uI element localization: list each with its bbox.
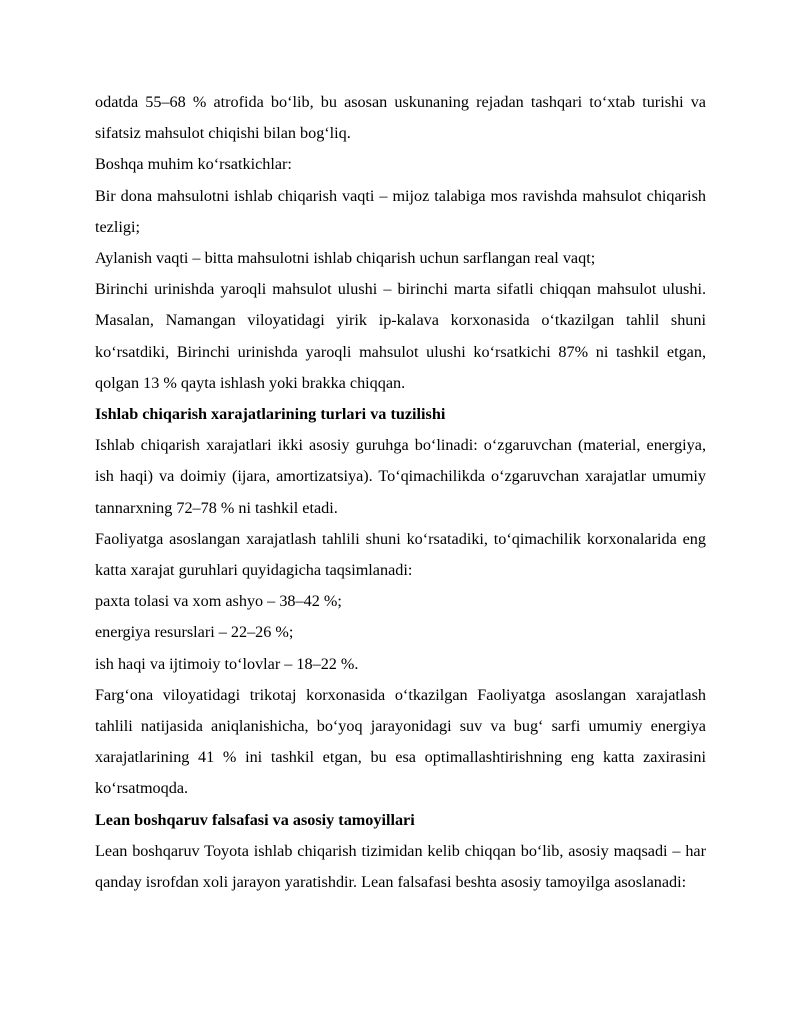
list-item-energy: energiya resurslari – 22–26 %; [95, 623, 294, 642]
paragraph-other-indicators: Boshqa muhim ko‘rsatkichlar: [95, 155, 292, 174]
paragraph-takt-time: Bir dona mahsulotni ishlab chiqarish vaqti – mijoz talabiga mos ravishda mahsulot chiqarish tezligi; [95, 186, 706, 236]
paragraph-abc-analysis: Faoliyatga asoslangan xarajatlash tahlili shuni ko‘rsatadiki, to‘qimachilik korxonalarida eng katta xarajat guruhlari quyidagicha taqsimlanadi: [95, 529, 706, 580]
list-item-cotton: paxta tolasi va xom ashyo – 38–42 %; [95, 592, 342, 611]
paragraph-oee-continuation: odatda 55–68 % atrofida bo‘lib, bu asosan uskunaning rejadan tashqari to‘xtab turishi va sifatsiz mahsulot chiqishi bilan bog‘liq. [95, 93, 706, 143]
paragraph-first-pass-yield: Birinchi urinishda yaroqli mahsulot ulushi – birinchi marta sifatli chiqqan mahsulot ulushi. Masalan, Namangan viloyatidagi yirik ip-kalava korxonasida o‘tkazilgan tahlil shuni ko‘rsatdiki, Birinchi urinishda yaroqli mahsulot ulushi ko‘rsatkichi 87% ni tashkil etgan, qolgan 13 % qayta ishlash yoki brakka chiqqan. [95, 280, 706, 392]
list-item-wages: ish haqi va ijtimoiy to‘lovlar – 18–22 %. [95, 654, 359, 673]
heading-lean-philosophy: Lean boshqaruv falsafasi va asosiy tamoyillari [95, 810, 415, 829]
paragraph-cost-groups: Ishlab chiqarish xarajatlari ikki asosiy guruhga bo‘linadi: o‘zgaruvchan (material, energiya, ish haqi) va doimiy (ijara, amortizatsiya). To‘qimachilikda o‘zgaruvchan xarajatlar umumiy tannarxning 72–78 % ni tashkil etadi. [95, 436, 706, 517]
document-page [95, 87, 706, 898]
paragraph-cycle-time: Aylanish vaqti – bitta mahsulotni ishlab chiqarish uchun sarflangan real vaqt; [95, 249, 596, 268]
heading-cost-types: Ishlab chiqarish xarajatlarining turlari va tuzilishi [95, 405, 446, 424]
paragraph-lean-intro: Lean boshqaruv Toyota ishlab chiqarish tizimidan kelib chiqqan bo‘lib, asosiy maqsadi – har qanday isrofdan xoli jarayon yaratishdir. Lean falsafasi beshta asosiy tamoyilga asoslanadi: [95, 841, 706, 892]
paragraph-fergana-case: Farg‘ona viloyatidagi trikotaj korxonasida o‘tkazilgan Faoliyatga asoslangan xarajatlash tahlili natijasida aniqlanishicha, bo‘yoq jarayonidagi suv va bug‘ sarfi umumiy energiya xarajatlarining 41 % ini tashkil etgan, bu esa optimallashtirishning eng katta zaxirasini ko‘rsatmoqda. [95, 685, 706, 798]
